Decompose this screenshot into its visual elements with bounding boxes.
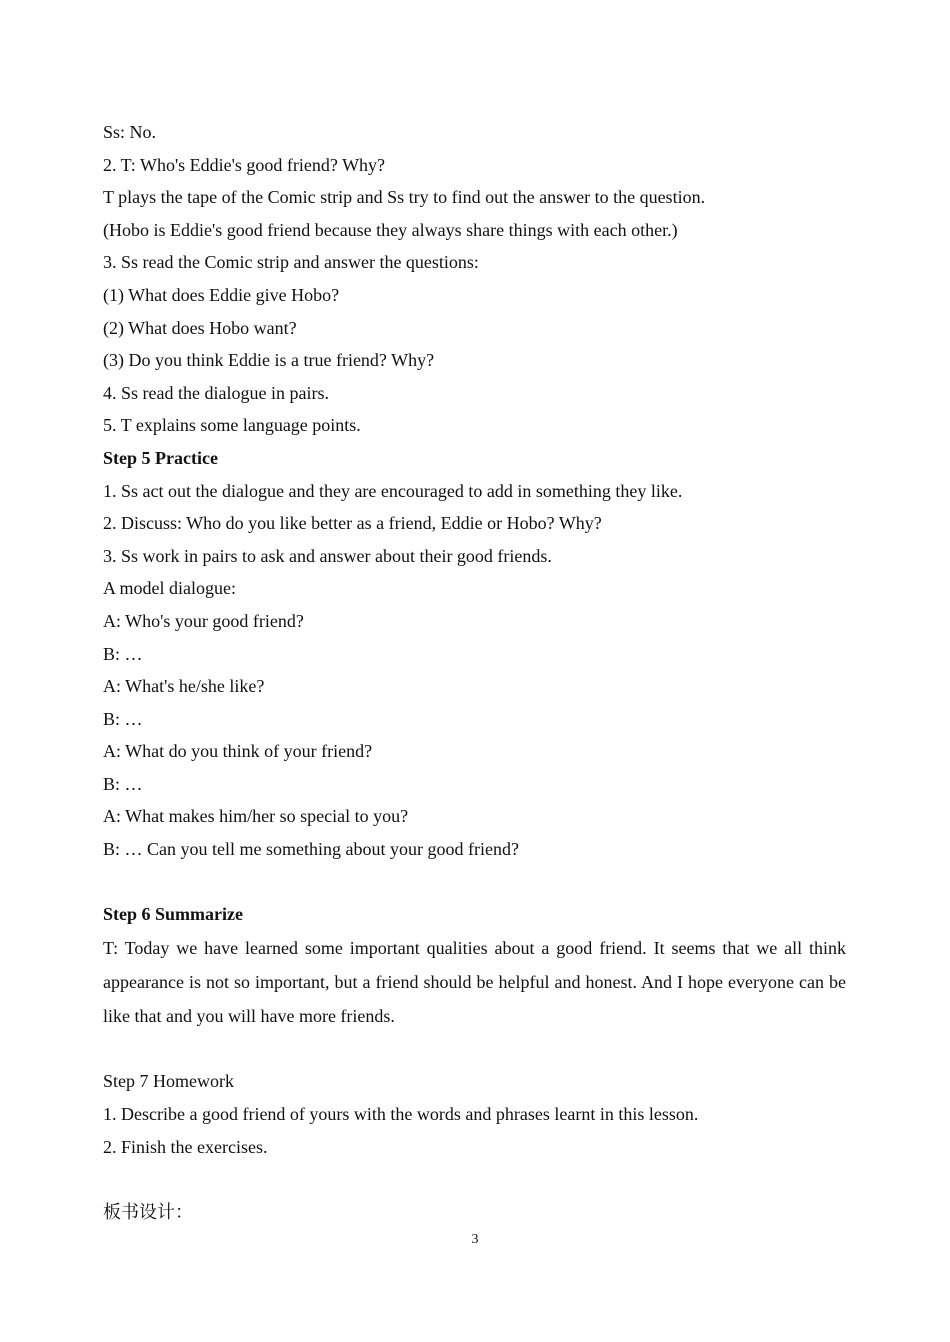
text-line: 5. T explains some language points.	[103, 415, 361, 436]
text-line: 2. Discuss: Who do you like better as a friend, Eddie or Hobo? Why?	[103, 513, 602, 534]
page-content	[103, 116, 846, 1228]
text-line: (Hobo is Eddie's good friend because they always share things with each other.)	[103, 219, 678, 240]
dialogue-line: A: Who's your good friend?	[103, 610, 304, 631]
text-line: (1) What does Eddie give Hobo?	[103, 284, 340, 305]
dialogue-line: A: What's he/she like?	[103, 676, 265, 697]
dialogue-line: A: What do you think of your friend?	[103, 741, 373, 762]
text-line: A model dialogue:	[103, 578, 236, 599]
text-line: T plays the tape of the Comic strip and Ss try to find out the answer to the question.	[103, 187, 706, 208]
text-line: (2) What does Hobo want?	[103, 317, 297, 338]
text-line: 1. Describe a good friend of yours with the words and phrases learnt in this lesson.	[103, 1104, 699, 1125]
text-line: 3. Ss read the Comic strip and answer the questions:	[103, 252, 479, 273]
dialogue-line: B: …	[103, 643, 143, 664]
text-line: 2. T: Who's Eddie's good friend? Why?	[103, 154, 386, 175]
board-design-label: 板书设计：	[103, 1201, 193, 1222]
text-line: 1. Ss act out the dialogue and they are encouraged to add in something they like.	[103, 480, 683, 501]
dialogue-line: B: …	[103, 708, 143, 729]
dialogue-line: A: What makes him/her so special to you?	[103, 806, 409, 827]
text-line: 4. Ss read the dialogue in pairs.	[103, 382, 329, 403]
page-number: 3	[471, 1232, 479, 1247]
text-line: 3. Ss work in pairs to ask and answer about their good friends.	[103, 545, 552, 566]
step7-heading: Step 7 Homework	[103, 1071, 234, 1092]
step5-heading: Step 5 Practice	[103, 447, 218, 468]
dialogue-line: B: …	[103, 773, 143, 794]
text-line: Ss: No.	[103, 122, 157, 142]
blank-line	[103, 866, 846, 899]
text-line: (3) Do you think Eddie is a true friend? Why?	[103, 350, 435, 371]
dialogue-line: B: … Can you tell me something about your good friend?	[103, 839, 519, 860]
step6-heading: Step 6 Summarize	[103, 904, 243, 925]
blank-line	[103, 1033, 846, 1066]
step6-paragraph-block	[103, 931, 846, 1033]
step6-paragraph: T: Today we have learned some important qualities about a good friend. It seems that we all think appearance is not so important, but a friend should be helpful and honest. And I hope everyone can be like that and you will have more friends.	[103, 937, 846, 1026]
blank-line	[103, 1163, 846, 1196]
text-line: 2. Finish the exercises.	[103, 1136, 268, 1157]
